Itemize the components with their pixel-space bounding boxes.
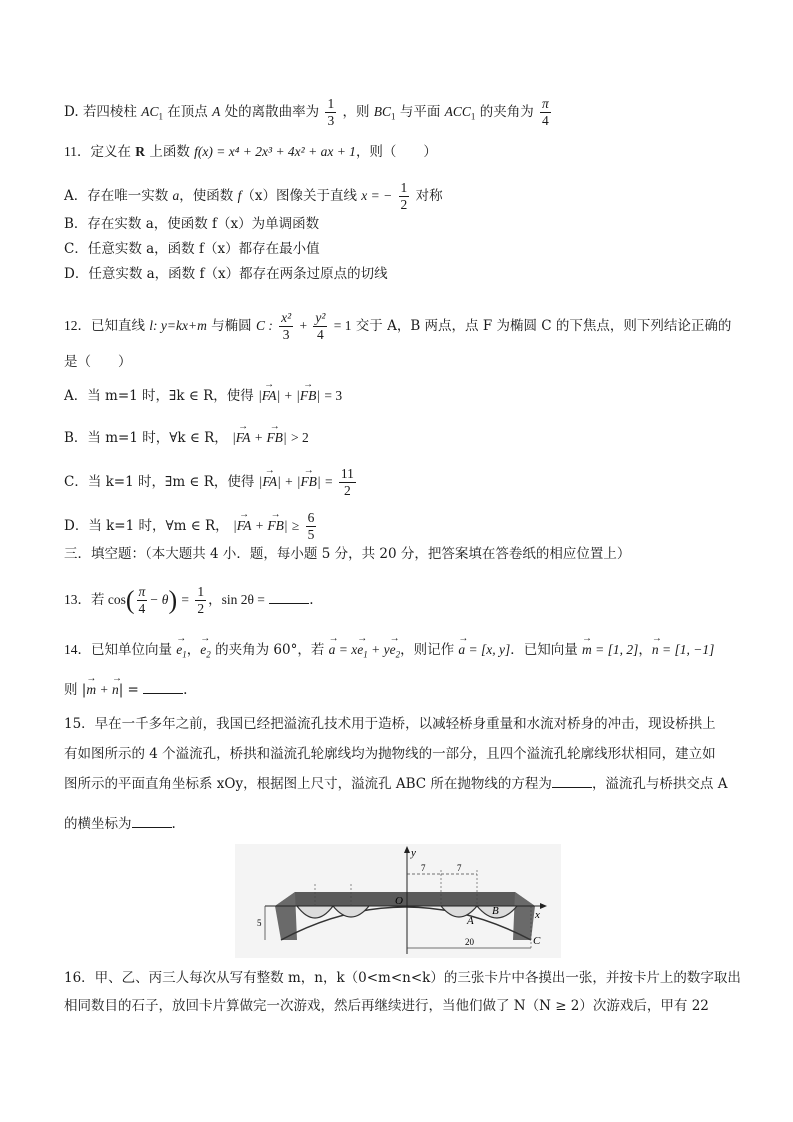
q16-line2 (64, 996, 753, 1016)
fraction-x2-3: $\frac{\text{x²}}{3}$ (281, 310, 292, 342)
text: . (171, 816, 176, 832)
text: 若 cos (91, 592, 126, 607)
q12-option-b: B．当 m=1 时，∀k ∈ R， |→ FA + → FB| > 2 (64, 428, 753, 448)
q12-option-c: C．当 k=1 时，∃m ∈ R，使得 |→ FA| + |→ FB| = $\frac{11}{2}$ (64, 466, 753, 499)
q11-option-d (64, 264, 753, 284)
fraction-y2-4: $\frac{\text{y²}}{4}$ (315, 310, 326, 342)
bridge-figure (235, 844, 561, 958)
vector-fa: → FA (237, 516, 252, 536)
math-geq: ≥ (291, 518, 300, 533)
vector-fb: → FB (300, 472, 317, 492)
dimension-20-label: 20 (465, 937, 474, 947)
q15-line3 (64, 774, 753, 794)
text: ，则（ ） (355, 144, 437, 160)
text: 与椭圆 (211, 318, 252, 334)
text: . (309, 592, 314, 608)
math-eq: = (181, 592, 190, 607)
vector-e2: → e (200, 640, 206, 660)
text: 与平面 (399, 104, 441, 120)
vector-fb: → FB (300, 386, 317, 406)
text: 已知直线 (91, 318, 145, 334)
q12-stem-cont (64, 352, 753, 372)
fraction-six-fifths: $\frac{6}{5}$ (307, 510, 315, 542)
point-b-label: B (492, 905, 499, 917)
q16-line1 (64, 968, 753, 988)
text: ， (186, 642, 201, 658)
math-plus: + (299, 318, 308, 333)
math-value: = 3 (324, 388, 343, 403)
math-line: l: y=kx+m (149, 318, 207, 333)
dimension-7a-label: 7 (421, 863, 426, 873)
vector-fa: → FA (262, 386, 277, 406)
text: 的夹角为 60°，若 (215, 642, 325, 658)
y-axis-label: y (411, 847, 416, 859)
text: 已知单位向量 (91, 642, 172, 658)
q14: 14．已知单位向量 → $e_1$，→ $e_2$ 的夹角为 60°，若 → $a = x\to e_1 + y\to e_2$，则记作 → a = [x, y]．已知向量 → m = [1, 2]，→ n = [1, −1] (64, 640, 753, 665)
vector-e1: → e (176, 640, 182, 660)
math-eq: x = − (361, 188, 393, 203)
text: D．当 k=1 时，∀m ∈ R， (64, 518, 229, 534)
answer-blank[interactable] (132, 815, 172, 828)
q12-stem (64, 310, 753, 343)
math-ac: AC (141, 104, 159, 119)
math-bc: BC (373, 104, 392, 119)
text: | = (118, 682, 139, 698)
math-ellipse: C : (255, 318, 273, 333)
text: （x）图像关于直线 (241, 188, 357, 204)
fraction-pi-four: $\frac{\pi}{4}$ (542, 96, 549, 128)
text: ，溢流孔与桥拱交点 A (591, 776, 728, 792)
vector-n: → n (652, 640, 659, 660)
text: ，sin 2θ = (208, 592, 265, 607)
answer-blank[interactable] (552, 775, 592, 788)
q11-option-b (64, 214, 753, 234)
math-f: f (237, 188, 242, 203)
text: 则 | (64, 682, 87, 698)
vector-fa: → FA (236, 428, 251, 448)
text: 相同数目的石子，放回卡片算做完一次游戏，然后再继续进行，当他们做了 N（N ≥ 2）次游戏后，甲有 22 (64, 998, 709, 1014)
text: 定义在 (90, 144, 131, 160)
text: C．当 k=1 时，∃m ∈ R，使得 (64, 474, 255, 490)
text: 有如图所示的 4 个溢流孔，桥拱和溢流孔轮廓线均为抛物线的一部分，且四个溢流孔轮廓线形状相同，建立如 (64, 746, 716, 762)
question-number: 14． (64, 642, 91, 657)
text: 是（ ） (64, 354, 132, 370)
q10-option-d: D. 若四棱柱 $AC_1$ 在顶点 A 处的离散曲率为 $\frac{1}{3}$ ，则 $BC_1$ 与平面 $ACC_1$ 的夹角为 $\frac{\pi}{4}$ (64, 96, 549, 128)
q15-line1 (64, 714, 753, 734)
text: B．当 m=1 时，∀k ∈ R， (64, 430, 228, 446)
text: 三．填空题：（本大题共 4 小．题，每小题 5 分，共 20 分，把答案填在答卷纸的相应位置上） (64, 546, 631, 562)
text: A．当 m=1 时，∃k ∈ R，使得 (64, 388, 254, 404)
x-axis-label: x (535, 909, 540, 921)
text: 处的离散曲率为 (224, 104, 320, 120)
text: D．任意实数 a，函数 f（x）都存在两条过原点的切线 (64, 266, 388, 282)
q12-option-a: A．当 m=1 时，∃k ∈ R，使得 |→ FA| + |→ FB| = 3 (64, 386, 753, 406)
math-function: f(x) = x⁴ + 2x³ + 4x² + ax + 1 (194, 144, 356, 159)
math-plane: ACC (444, 104, 471, 119)
text: B．存在实数 a，使函数 f（x）为单调函数 (64, 216, 320, 232)
math-theta: − θ (149, 592, 169, 607)
text: 在顶点 (167, 104, 208, 120)
text: ．已知向量 (510, 642, 578, 658)
question-number: 11． (64, 144, 91, 159)
answer-blank[interactable] (143, 681, 183, 694)
question-number: 13． (64, 592, 91, 607)
vector-a: → a (329, 640, 336, 660)
origin-label: O (395, 895, 403, 907)
text: 的横坐标为 (64, 816, 132, 832)
math-a: A (212, 104, 221, 119)
math-eq: = 1 (333, 318, 352, 333)
dimension-5-label: 5 (257, 918, 262, 928)
vector-fa: → FA (262, 472, 277, 492)
fraction-one-third: $\frac{1}{3}$ (327, 96, 335, 128)
q13: 13．若 cos( $\frac{\pi}{4}$ − θ) = $\frac{1}{2}$ ，sin 2θ = . (64, 584, 314, 616)
text: ，则记作 (400, 642, 455, 658)
vector-m: → m (582, 640, 592, 660)
math-r: R (135, 144, 146, 159)
math-a: a (172, 188, 180, 203)
vector-fb: → FB (266, 428, 283, 448)
fraction-half: $\frac{1}{2}$ (400, 180, 408, 212)
math-eq: = (324, 474, 333, 489)
fraction-eleven-halves: $\frac{11}{2}$ (340, 466, 354, 498)
text: 15．早在一千多年之前，我国已经把溢流孔技术用于造桥，以减轻桥身重量和水流对桥身的冲击，现设桥拱上 (64, 716, 716, 732)
q15-line2 (64, 744, 753, 764)
text: 的夹角为 (479, 104, 534, 120)
text: 16．甲、乙、丙三人每次从写有整数 m，n，k（0<m<n<k）的三张卡片中各摸出一张，并按卡片上的数字取出 (64, 970, 741, 986)
q15-line4 (64, 814, 753, 834)
point-a-label: A (467, 915, 474, 927)
fraction-half: $\frac{1}{2}$ (197, 584, 205, 616)
text: C．任意实数 a，函数 f（x）都存在最小值 (64, 241, 320, 257)
fraction-pi-four: $\frac{\pi}{4}$ (138, 584, 146, 616)
answer-blank[interactable] (269, 591, 309, 604)
vector-a: → a (458, 640, 465, 660)
q11-option-c (64, 239, 753, 259)
text: . (183, 682, 188, 698)
option-label: D. (64, 104, 79, 120)
q12-option-d: D．当 k=1 时，∀m ∈ R， |→ FA + → FB| ≥ $\frac{6}{5}$ (64, 510, 753, 543)
text: ，使函数 (179, 188, 234, 204)
text: ，则 (342, 104, 370, 120)
math-value: > 2 (290, 430, 309, 445)
section-three-heading (64, 544, 753, 564)
vector-fb: → FB (267, 516, 284, 536)
point-c-label: C (533, 935, 541, 947)
dimension-7b-label: 7 (457, 863, 462, 873)
text: 图所示的平面直角坐标系 xOy，根据图上尺寸，溢流孔 ABC 所在抛物线的方程为 (64, 776, 552, 792)
q11-stem (64, 142, 753, 162)
text: 交于 A，B 两点，点 F 为椭圆 C 的下焦点，则下列结论正确的 (355, 318, 732, 334)
bridge-deck (275, 892, 535, 906)
q14-cont: 则 |→ m + → n| = . (64, 680, 753, 700)
q11-option-a (64, 180, 753, 213)
text: 上函数 (149, 144, 190, 160)
text: 对称 (415, 188, 443, 204)
question-number: 12． (64, 318, 91, 333)
text: A．存在唯一实数 (64, 188, 169, 204)
text: 若四棱柱 (82, 104, 137, 120)
